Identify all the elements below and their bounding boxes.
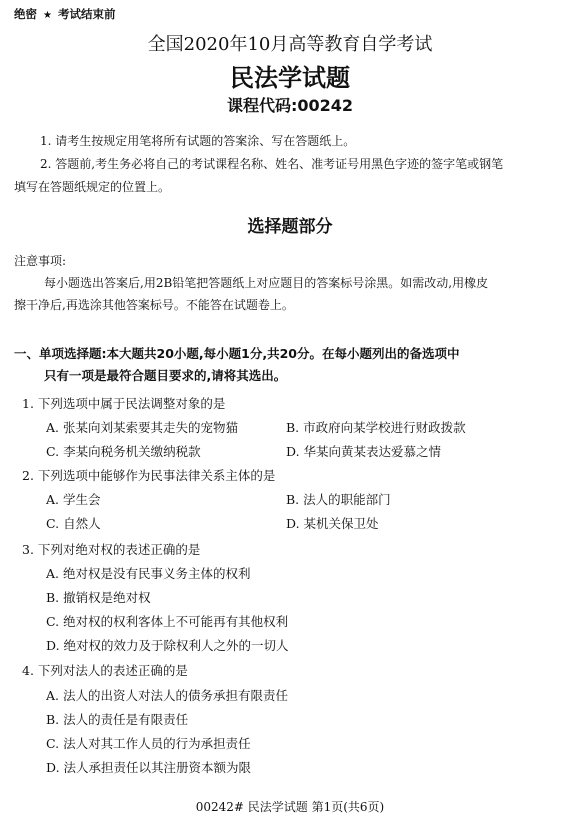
section-title: 选择题部分 xyxy=(247,217,333,237)
question-3-stem: 3. 下列对绝对权的表述正确的是 xyxy=(22,542,201,557)
part-one-heading-line-2: 只有一项是最符合题目要求的,请将其选出。 xyxy=(44,368,287,383)
question-1-option-b: B. 市政府向某学校进行财政拨款 xyxy=(286,420,466,435)
notice-title: 注意事项: xyxy=(14,254,67,268)
question-1-option-c: C. 李某向税务机关缴纳税款 xyxy=(46,444,201,459)
exam-title: 全国2020年10月高等教育自学考试 xyxy=(147,34,433,55)
question-2-option-b: B. 法人的职能部门 xyxy=(286,492,391,507)
question-4-option-d: D. 法人承担责任以其注册资本额为限 xyxy=(46,760,252,775)
question-1-option-d: D. 华某向黄某表达爱慕之情 xyxy=(286,444,442,459)
subject-title: 民法学试题 xyxy=(230,64,350,92)
question-2-option-c: C. 自然人 xyxy=(46,516,101,531)
question-3-option-a: A. 绝对权是没有民事义务主体的权利 xyxy=(46,566,251,581)
question-2-stem: 2. 下列选项中能够作为民事法律关系主体的是 xyxy=(22,468,276,483)
notice-line-2: 擦干净后,再选涂其他答案标号。不能答在试题卷上。 xyxy=(14,298,294,312)
notice-line-1: 每小题选出答案后,用2B铅笔把答题纸上对应题目的答案标号涂黑。如需改动,用橡皮 xyxy=(44,276,489,290)
page-footer: 00242# 民法学试题 第1页(共6页) xyxy=(195,800,385,814)
question-2-option-d: D. 某机关保卫处 xyxy=(286,516,379,531)
question-3-option-b: B. 撤销权是绝对权 xyxy=(46,590,151,605)
course-code: 课程代码:00242 xyxy=(226,96,354,115)
before-exam-end-label: 考试结束前 xyxy=(58,7,116,21)
question-1-option-a: A. 张某向刘某索要其走失的宠物猫 xyxy=(46,420,238,435)
confidential-label: 绝密 xyxy=(14,7,37,21)
question-3-option-d: D. 绝对权的效力及于除权利人之外的一切人 xyxy=(46,638,289,653)
question-3-option-c: C. 绝对权的权利客体上不可能再有其他权利 xyxy=(46,614,289,629)
question-4-stem: 4. 下列对法人的表述正确的是 xyxy=(22,663,188,678)
star-icon: ★ xyxy=(43,10,52,21)
part-one-heading-line-1: 一、单项选择题:本大题共20小题,每小题1分,共20分。在每小题列出的备选项中 xyxy=(14,346,460,361)
question-4-option-c: C. 法人对其工作人员的行为承担责任 xyxy=(46,736,251,751)
instruction-2-line-2: 填写在答题纸规定的位置上。 xyxy=(14,180,171,194)
question-4-option-b: B. 法人的责任是有限责任 xyxy=(46,712,189,727)
confidential-mark xyxy=(14,6,116,22)
question-1-stem: 1. 下列选项中属于民法调整对象的是 xyxy=(22,396,226,411)
question-4-option-a: A. 法人的出资人对法人的债务承担有限责任 xyxy=(46,688,288,703)
instruction-1: 1. 请考生按规定用笔将所有试题的答案涂、写在答题纸上。 xyxy=(40,134,356,148)
question-2-option-a: A. 学生会 xyxy=(46,492,101,507)
instruction-2-line-1: 2. 答题前,考生务必将自己的考试课程名称、姓名、准考证号用黑色字迹的签字笔或钢笔 xyxy=(40,157,504,171)
